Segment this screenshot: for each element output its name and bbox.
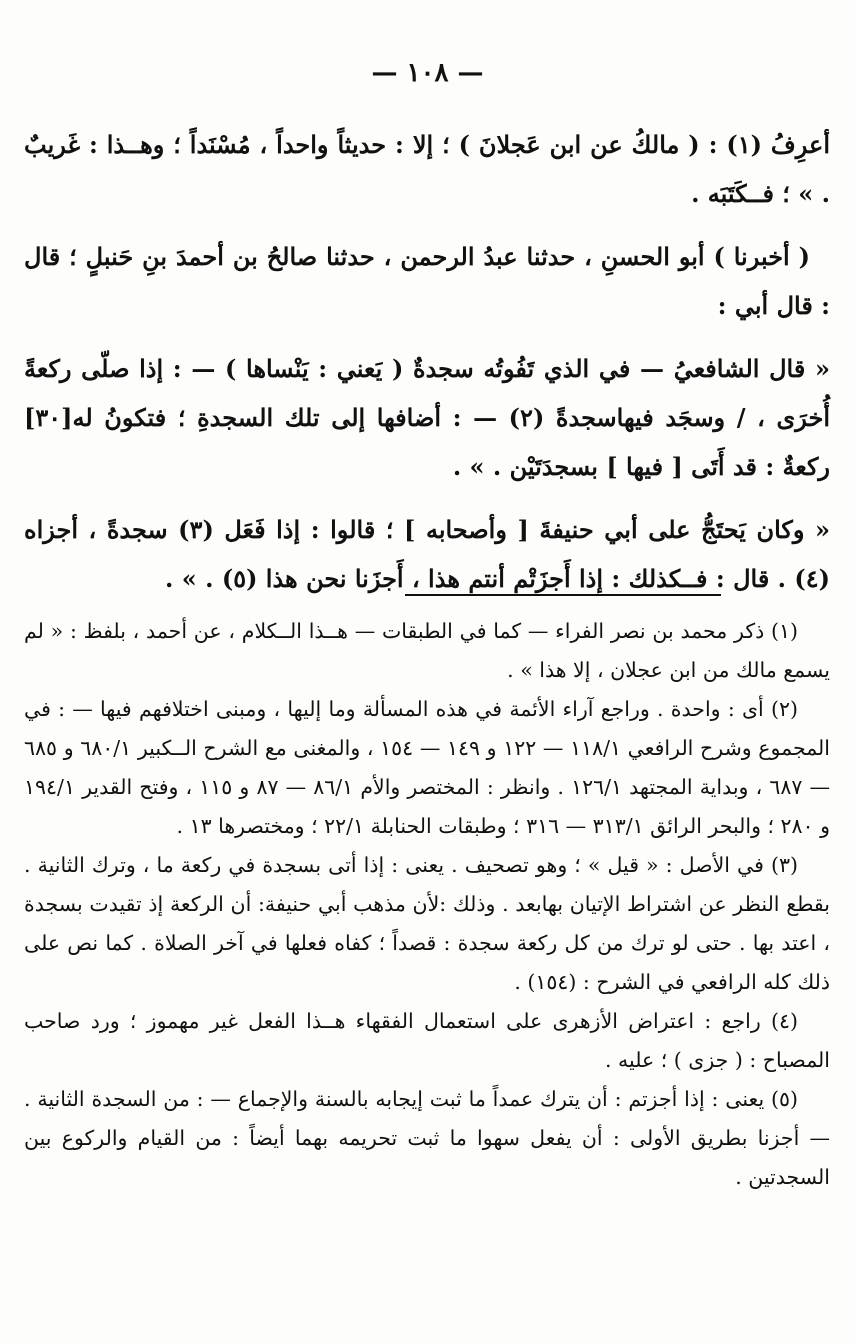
main-paragraph: « وكان يَحتَجُّ على أبي حنيفةَ [ وأصحابه ] ؛ قالوا : إذا فَعَل (٣) سجدةً ، أجزاه (٤) . قال : فــكذلك : إذا أَجزَتْم أنتم هذا ، أَجزَنا نحن هذا (٥) . » . — [24, 515, 830, 593]
main-paragraph: أعرِفُ (١) : ( مالكُ عن ابن عَجلانَ ) ؛ إلا : حديثاً واحداً ، مُسْنَداً ؛ وهــذا : غَريبٌ . » ؛ فــكَتَبَه . — [24, 130, 830, 208]
main-paragraph: « قال الشافعيُ — في الذي تَفُوتُه سجدةٌ ( يَعني : يَنْساها ) — : إذا صلّى ركعةً أُخرَى ، / وسجَد فيهاسجدةً (٢) — : أضافها إلى تلك السجدةِ ؛ فتكونُ له[٣٠] ركعةٌ : قد أَتَى [ فيها ] بسجدَتَيْن . » . — [24, 354, 831, 481]
footnote: (٤) راجع : اعتراض الأزهرى على استعمال الفقهاء هــذا الفعل غير مهموز ؛ ورد صاحب المصباح : ( جزى ) ؛ عليه . — [24, 1009, 830, 1072]
footnote-separator — [405, 594, 721, 596]
main-paragraph: ( أخبرنا ) أبو الحسنِ ، حدثنا عبدُ الرحمن ، حدثنا صالحُ بن أحمدَ بنِ حَنبلٍ ؛ قال : قال أبي : — [24, 242, 830, 320]
footnote: (٣) في الأصل : « قيل » ؛ وهو تصحيف . يعنى : إذا أتى بسجدة في ركعة ما ، وترك الثانية . بقطع النظر عن اشتراط الإتيان بهابعد . وذلك :لأن مذهب أبي حنيفة: أن الركعة إذ تقيدت بسجدة ، اعتد بها . حتى لو ترك من كل ركعة سجدة : قصداً ؛ كفاه فعلها في آخر الصلاة . كما نص على ذلك كله الرافعي في الشرح : (١٥٤) . — [24, 853, 830, 994]
page-number: — ١٠٨ — — [371, 58, 484, 88]
footnote: (٢) أى : واحدة . وراجع آراء الأئمة في هذه المسألة وما إليها ، ومبنى اختلافهم فيها — : في المجموع وشرح الرافعي ١١٨/١ — ١٢٢ و ١٤٩ — ١٥٤ ، والمغنى مع الشرح الــكبير ٦٨٠/١ و ٦٨٥ — ٦٨٧ ، وبداية المجتهد ١٢٦/١ . وانظر : المختصر والأم ٨٦/١ — ٨٧ و ١١٥ ، وفتح القدير ١٩٤/١ و ٢٨٠ ؛ والبحر الرائق ٣١٣/١ — ٣١٦ ؛ وطبقات الحنابلة ٢٢/١ ؛ ومختصرها ١٣ . — [24, 697, 830, 838]
footnote: (١) ذكر محمد بن نصر الفراء — كما في الطبقات — هــذا الــكلام ، عن أحمد ، بلفظ : « لم يسمع مالك من ابن عجلان ، إلا هذا » . — [24, 619, 830, 682]
footnotes — [24, 612, 830, 1197]
main-text — [24, 120, 830, 617]
footnote: (٥) يعنى : إذا أجزتم : أن يترك عمداً ما ثبت إيجابه بالسنة والإجماع — : من السجدة الثانية . — أجزنا بطريق الأولى : أن يفعل سهوا ما ثبت تحريمه بهما أيضاً : من القيام والركوع بين السجدتين . — [24, 1087, 830, 1189]
